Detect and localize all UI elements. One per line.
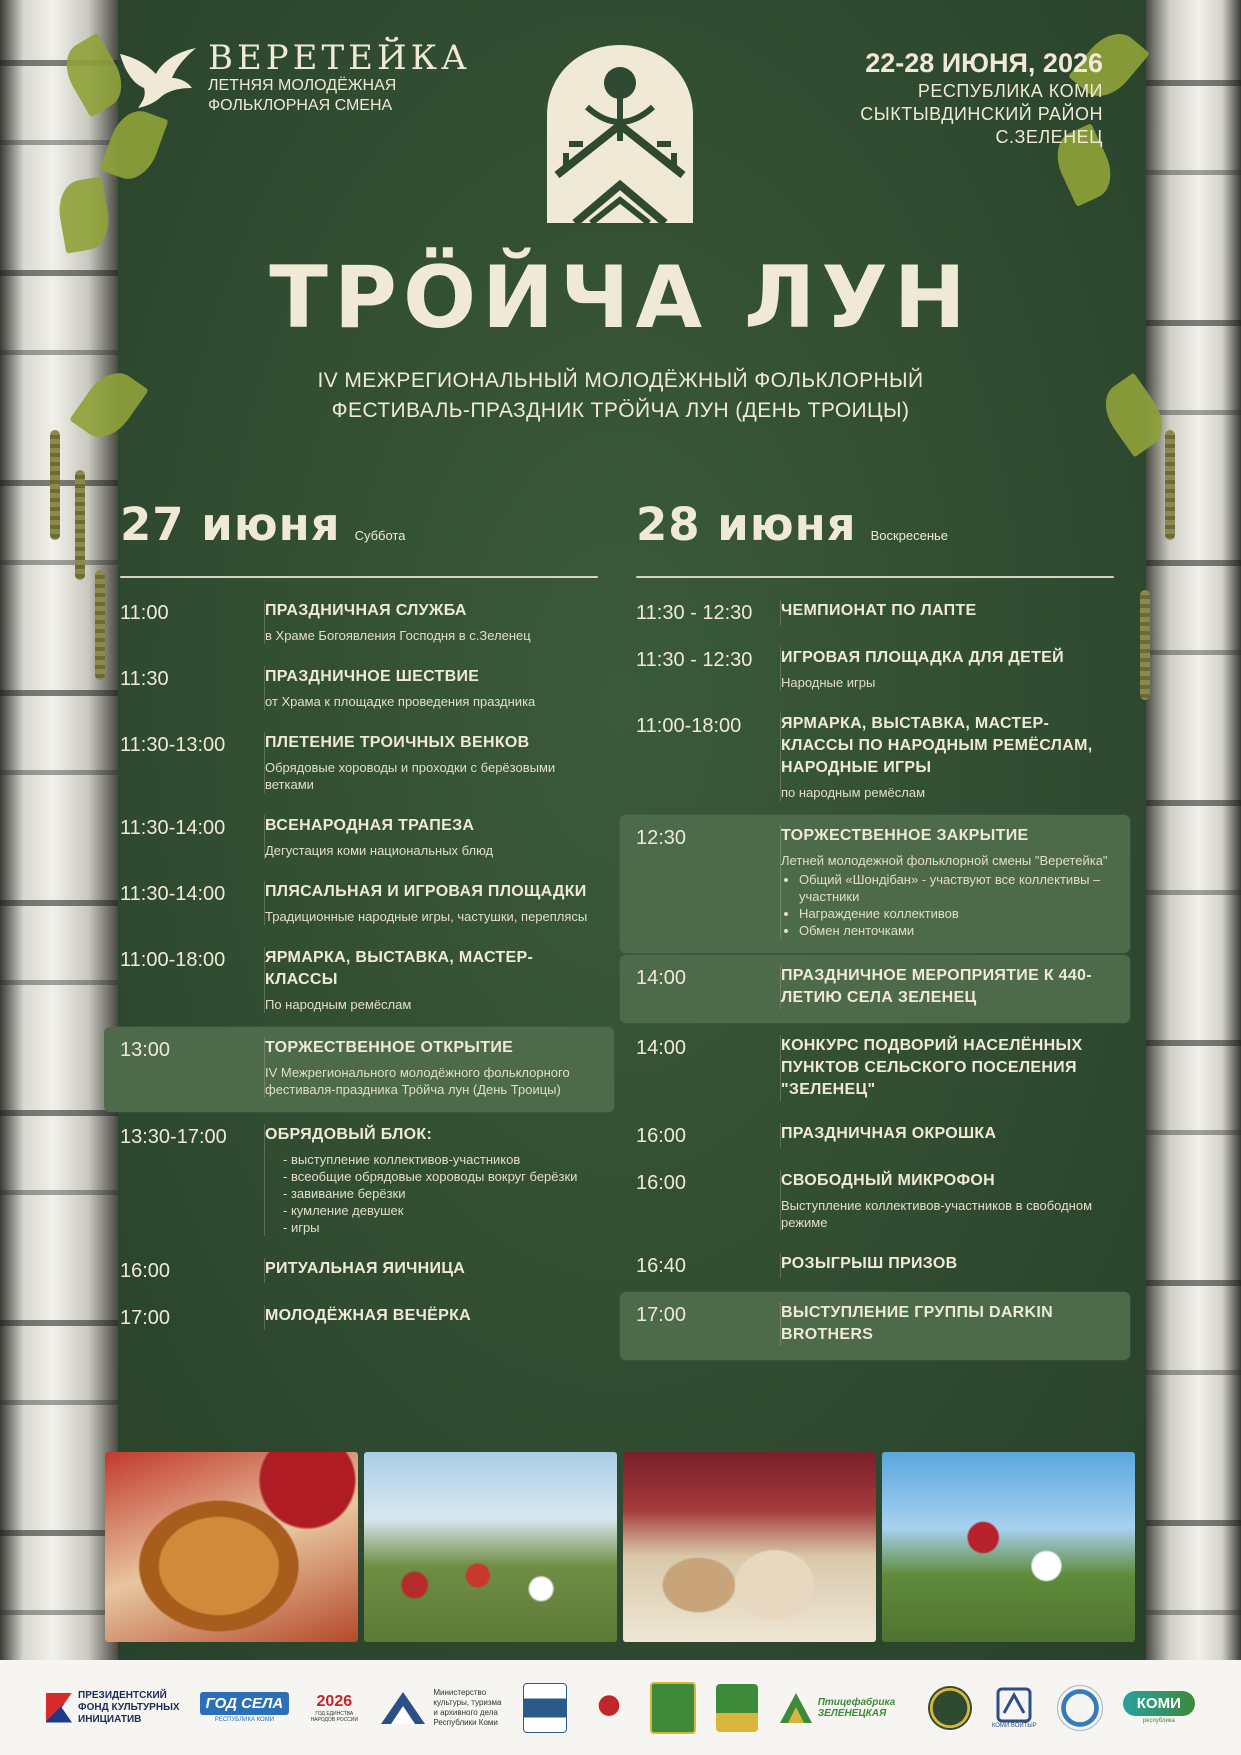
pfki-logo-icon [46, 1693, 72, 1723]
pfki-line3: ИНИЦИАТИВ [78, 1713, 142, 1725]
sponsor-district-crest-icon [650, 1682, 696, 1734]
komi-sub: республика [1142, 1718, 1175, 1724]
schedule-row [636, 1160, 1114, 1243]
event-content [265, 600, 598, 644]
event-content [781, 825, 1114, 939]
schedule-row [120, 590, 598, 656]
event-title: ЯРМАРКА, ВЫСТАВКА, МАСТЕР-КЛАССЫ [265, 949, 534, 988]
event-content [781, 1170, 1114, 1231]
event-time: 11:00-18:00 [636, 713, 781, 801]
day1-date: 27 июня [120, 498, 341, 551]
birch-catkin [50, 430, 60, 540]
event-time: 14:00 [636, 965, 781, 1009]
event-content [781, 647, 1114, 691]
event-time: 14:00 [636, 1035, 781, 1101]
event-description: от Храма к площадке проведения праздника [265, 694, 536, 709]
sponsor-year-unity [309, 1680, 359, 1736]
event-time: 16:00 [120, 1258, 265, 1283]
schedule-row [636, 637, 1114, 703]
event-description: Традиционные народные игры, частушки, переплясы [265, 909, 588, 924]
event-content [265, 815, 598, 859]
event-description [781, 852, 1114, 939]
event-content [781, 1253, 1114, 1278]
event-content [265, 1037, 598, 1098]
event-time: 12:30 [636, 825, 781, 939]
event-content [781, 1302, 1114, 1346]
bird-icon [118, 44, 198, 112]
event-title: ПЛЯСАЛЬНАЯ И ИГРОВАЯ ПЛОЩАДКИ [265, 883, 587, 900]
komi-voityr-logo-icon [996, 1687, 1032, 1723]
event-title: ВСЕНАРОДНАЯ ТРАПЕЗА [265, 817, 475, 834]
schedule-day1 [120, 498, 598, 1342]
schedule-row-highlighted [104, 1027, 614, 1112]
event-time: 16:00 [636, 1170, 781, 1231]
subtitle-line1: IV МЕЖРЕГИОНАЛЬНЫЙ МОЛОДЁЖНЫЙ ФОЛЬКЛОРНЫЙ [317, 369, 924, 392]
event-description: Дегустация коми национальных блюд [265, 843, 494, 858]
event-title: ПРАЗДНИЧНАЯ СЛУЖБА [265, 602, 467, 619]
sponsor-komi-voityr [992, 1680, 1037, 1736]
schedule-row [636, 1113, 1114, 1160]
schedule-row [120, 937, 598, 1025]
main-title: ТРӦЙЧА ЛУН [269, 248, 972, 348]
event-title: ПРАЗДНИЧНОЕ МЕРОПРИЯТИЕ К 440-ЛЕТИЮ СЕЛА ЗЕЛЕНЕЦ [781, 967, 1092, 1006]
photo-swing-celebration [882, 1452, 1135, 1642]
event-time: 11:30-13:00 [120, 732, 265, 793]
event-time: 17:00 [120, 1305, 265, 1330]
event-content [781, 713, 1114, 801]
sponsor-god-sela [200, 1680, 290, 1736]
event-content [265, 881, 598, 925]
list-item: - игры [283, 1219, 598, 1236]
event-title: ТОРЖЕСТВЕННОЕ ЗАКРЫТИЕ [781, 827, 1029, 844]
event-content [781, 1035, 1114, 1101]
schedule-row [120, 1295, 598, 1342]
event-content [265, 732, 598, 793]
event-title: ВЫСТУПЛЕНИЕ ГРУППЫ DARKIN BROTHERS [781, 1304, 1053, 1343]
event-title: ИГРОВАЯ ПЛОЩАДКА ДЛЯ ДЕТЕЙ [781, 649, 1064, 666]
list-item: - выступление коллективов-участников [283, 1151, 598, 1168]
event-title: ПРАЗДНИЧНАЯ ОКРОШКА [781, 1125, 997, 1142]
schedule-row [120, 1114, 598, 1248]
day2-weekday: Воскресенье [870, 528, 949, 543]
schedule-row [120, 722, 598, 805]
event-time: 17:00 [636, 1302, 781, 1346]
ministry-logo-icon [379, 1688, 427, 1728]
event-content [265, 1305, 598, 1330]
event-time: 13:30-17:00 [120, 1124, 265, 1236]
event-village: С.ЗЕЛЕНЕЦ [995, 127, 1103, 147]
event-title: КОНКУРС ПОДВОРИЙ НАСЕЛЁННЫХ ПУНКТОВ СЕЛЬСКОГО ПОСЕЛЕНИЯ "ЗЕЛЕНЕЦ" [781, 1037, 1083, 1098]
event-content [265, 666, 598, 710]
event-time: 11:30-14:00 [120, 815, 265, 859]
god-sela-logo: ГОД СЕЛА [200, 1692, 290, 1715]
event-info [860, 46, 1103, 149]
subtitle-line2: ФЕСТИВАЛЬ-ПРАЗДНИК ТРӦЙЧА ЛУН (ДЕНЬ ТРОИЦЫ) [331, 399, 910, 422]
event-title: СВОБОДНЫЙ МИКРОФОН [781, 1172, 996, 1189]
komi-voityr-name: КОМИ ВОЙТЫР [991, 1722, 1037, 1729]
event-dates: 22-28 ИЮНЯ, 2026 [865, 48, 1103, 78]
schedule-row [636, 703, 1114, 813]
sponsor-pfki [46, 1680, 180, 1736]
event-title: ЯРМАРКА, ВЫСТАВКА, МАСТЕР-КЛАССЫ ПО НАРОДНЫМ РЕМЁСЛАМ, НАРОДНЫЕ ИГРЫ [781, 715, 1093, 776]
day1-divider [120, 576, 598, 578]
ritual-list [265, 1151, 598, 1236]
birch-catkin [1140, 590, 1150, 700]
year-logo-sub: ГОД ЕДИНСТВА НАРОДОВ РОССИИ [310, 1710, 359, 1723]
event-time: 13:00 [120, 1037, 265, 1098]
festival-emblem-icon [547, 45, 693, 223]
year-logo: 2026 [316, 1692, 353, 1710]
event-title: РОЗЫГРЫШ ПРИЗОВ [781, 1255, 958, 1272]
schedule-row-highlighted [620, 1292, 1130, 1360]
schedule-row [120, 805, 598, 871]
day2-date: 28 июня [636, 498, 857, 551]
event-title: ПЛЕТЕНИЕ ТРОИЧНЫХ ВЕНКОВ [265, 734, 530, 751]
event-content [781, 1123, 1114, 1148]
event-time: 11:00 [120, 600, 265, 644]
birch-catkin [95, 570, 105, 680]
sponsor-bar [0, 1660, 1241, 1755]
event-region: РЕСПУБЛИКА КОМИ [917, 81, 1103, 101]
event-time: 11:30 [120, 666, 265, 710]
schedule-row [636, 590, 1114, 637]
list-item: - всеобщие обрядовые хороводы вокруг берёзки [283, 1168, 598, 1185]
birch-catkin [75, 470, 85, 580]
event-time: 11:30-14:00 [120, 881, 265, 925]
event-title: РИТУАЛЬНАЯ ЯИЧНИЦА [265, 1260, 466, 1277]
event-description: по народным ремёслам [781, 785, 926, 800]
list-item: - кумление девушек [283, 1202, 598, 1219]
pfki-line1: ПРЕЗИДЕНТСКИЙ [78, 1689, 167, 1701]
schedule-row-highlighted [620, 815, 1130, 953]
schedule-row-highlighted [620, 955, 1130, 1023]
event-title: МОЛОДЁЖНАЯ ВЕЧЁРКА [265, 1307, 472, 1324]
event-title: ТОРЖЕСТВЕННОЕ ОТКРЫТИЕ [265, 1039, 514, 1056]
sponsor-folk-center-icon [523, 1683, 567, 1733]
schedule-row [120, 871, 598, 937]
day1-weekday: Суббота [354, 528, 406, 543]
ptitsefabrika-logo-icon [778, 1691, 814, 1725]
day2-divider [636, 576, 1114, 578]
ministry-name: Министерство культуры, туризма и архивного дела Республики Коми [433, 1687, 502, 1727]
event-content [781, 965, 1114, 1009]
sponsor-ptitsefabrika [778, 1680, 908, 1736]
sponsor-national-policy-icon [1057, 1685, 1103, 1731]
komi-logo: КОМИ [1123, 1691, 1195, 1716]
ptitsefabrika-name: Птицефабрика ЗЕЛЕНЕЦКАЯ [817, 1696, 896, 1719]
list-item: • Общий «Шондібан» - участвуют все коллективы – участники [799, 871, 1114, 905]
sponsor-culture-house-icon [928, 1686, 972, 1730]
festival-subtitle [0, 366, 1241, 426]
event-title: ОБРЯДОВЫЙ БЛОК: [265, 1126, 433, 1143]
list-item: • Награждение коллективов [799, 905, 1114, 922]
brand-name: ВЕРЕТЕЙКА [208, 38, 471, 78]
event-description: Выступление коллективов-участников в свободном режиме [781, 1198, 1093, 1230]
day2-header [636, 498, 1114, 562]
event-content [265, 1258, 598, 1283]
event-time: 11:00-18:00 [120, 947, 265, 1013]
schedule-row [120, 656, 598, 722]
event-time: 11:30 - 12:30 [636, 647, 781, 691]
event-content [265, 1124, 598, 1236]
event-description [265, 1151, 598, 1236]
event-description: По народным ремёслам [265, 997, 412, 1012]
event-description: Обрядовые хороводы и проходки с берёзовыми ветками [265, 760, 556, 792]
event-description: Народные игры [781, 675, 876, 690]
god-sela-sub: РЕСПУБЛИКА КОМИ [214, 1717, 275, 1723]
event-title: ЧЕМПИОНАТ ПО ЛАПТЕ [781, 602, 977, 619]
event-time: 11:30 - 12:30 [636, 600, 781, 625]
day1-header [120, 498, 598, 562]
event-content [781, 600, 1114, 625]
schedule-row [636, 1243, 1114, 1290]
event-district: СЫКТЫВДИНСКИЙ РАЙОН [860, 104, 1103, 124]
sponsor-village-crest-icon [716, 1684, 758, 1732]
sponsor-komi-republic [1123, 1680, 1195, 1736]
brand-subtitle-line2: ФОЛЬКЛОРНАЯ СМЕНА [208, 97, 393, 114]
event-content [265, 947, 598, 1013]
event-description: в Храме Богоявления Господня в с.Зеленец [265, 628, 531, 643]
event-title: ПРАЗДНИЧНОЕ ШЕСТВИЕ [265, 668, 480, 685]
sponsor-ministry [379, 1680, 503, 1736]
event-description: IV Межрегионального молодёжного фольклорного фестиваля-праздника Трӧйча лун (День Троицы) [265, 1065, 570, 1097]
closing-list [781, 871, 1114, 939]
photo-crafts-fair [623, 1452, 876, 1642]
sponsor-folk-union-icon [588, 1684, 630, 1732]
event-time: 16:40 [636, 1253, 781, 1278]
photo-round-dance [364, 1452, 617, 1642]
photo-festive-bread [105, 1452, 358, 1642]
event-time: 16:00 [636, 1123, 781, 1148]
schedule-day2 [636, 498, 1114, 1362]
schedule-row [636, 1025, 1114, 1113]
birch-catkin [1165, 430, 1175, 540]
pfki-line2: ФОНД КУЛЬТУРНЫХ [78, 1701, 180, 1713]
event-description-text: Летней молодежной фольклорной смены "Веретейка" [781, 853, 1108, 868]
schedule-row [120, 1248, 598, 1295]
list-item: • Обмен ленточками [799, 922, 1114, 939]
list-item: - завивание берёзки [283, 1185, 598, 1202]
brand [118, 40, 471, 116]
brand-subtitle-line1: ЛЕТНЯЯ МОЛОДЁЖНАЯ [208, 77, 397, 94]
photo-strip [105, 1452, 1135, 1642]
